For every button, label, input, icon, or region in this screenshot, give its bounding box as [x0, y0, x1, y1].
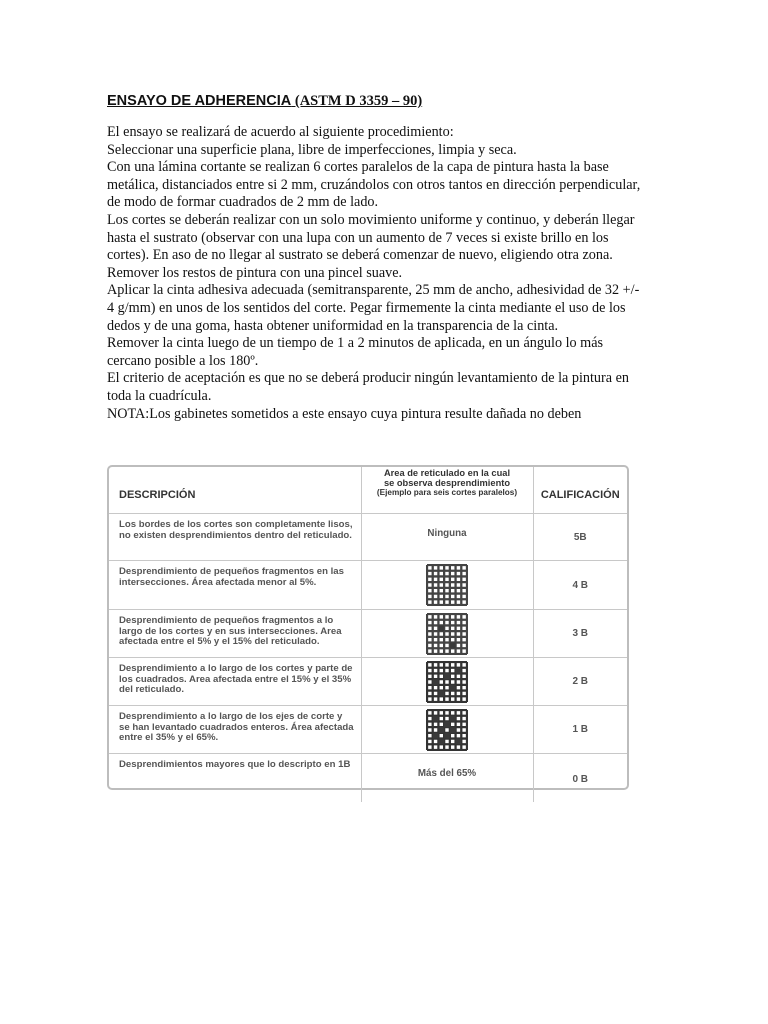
- row-rating: 1 B: [533, 706, 627, 754]
- header-area: [361, 467, 533, 514]
- row-rating: 2 B: [533, 658, 627, 706]
- header-area-line1: Area de reticulado en la cual: [383, 468, 511, 478]
- row-description: Desprendimiento de pequeños fragmentos a lo largo de los cortes y en sus intersecciones. Area afectada entre el 5% y el 15% del reticulado.: [109, 610, 361, 658]
- row-rating: 5B: [533, 514, 627, 561]
- paragraph-criterion: El criterio de aceptación es que no se deberá producir ningún levantamiento de la pintura en toda la cuadrícula.: [107, 370, 629, 404]
- paragraph-cuts: Con una lámina cortante se realizan 6 cortes paralelos de la capa de pintura hasta la base metálica, distanciados entre si 2 mm, cruzándolos con otros tantos en dirección perpendicular, de modo de formar cuadrados de 2 mm de lado.: [107, 159, 641, 211]
- document-body: [107, 92, 647, 423]
- header-area-line3: (Ejemplo para seis cortes paralelos): [376, 488, 518, 498]
- row-area-grid: [361, 706, 533, 754]
- row-description: Desprendimientos mayores que lo descripto en 1B: [109, 754, 361, 802]
- row-area-text: Ninguna: [361, 514, 533, 561]
- header-rating: CALIFICACIÓN: [533, 467, 627, 514]
- table-row: [109, 706, 627, 754]
- row-area-grid: [361, 610, 533, 658]
- crosshatch-grid-icon: [426, 564, 468, 606]
- row-area-grid: [361, 658, 533, 706]
- table-row: [109, 561, 627, 610]
- paragraph-remove-tape: Remover la cinta luego de un tiempo de 1 a 2 minutos de aplicada, en un ángulo lo más cercano posible a los 180º.: [107, 335, 604, 369]
- paragraph-intro: El ensayo se realizará de acuerdo al siguiente procedimiento:: [107, 124, 454, 140]
- classification-table: [107, 465, 629, 790]
- paragraph-tape: Aplicar la cinta adhesiva adecuada (semitransparente, 25 mm de ancho, adhesividad de 32 +/- 4 g/mm) en unos de los sentidos del corte. Pegar firmemente la cinta mediante el uso de los dedos y de una goma, hasta obtener uniformidad en la transparencia de la cinta.: [107, 282, 640, 334]
- paragraph-note: NOTA:Los gabinetes sometidos a este ensayo cuya pintura resulte dañada no deben: [107, 405, 582, 422]
- table-row: [109, 754, 627, 802]
- row-rating: 3 B: [533, 610, 627, 658]
- table-row: [109, 514, 627, 561]
- header-area-line2: se observa desprendimiento: [383, 477, 511, 488]
- row-area-grid: [361, 561, 533, 610]
- row-rating: 4 B: [533, 561, 627, 610]
- table-header-row: [109, 467, 627, 514]
- crosshatch-grid-icon: [426, 709, 468, 751]
- document-title: [107, 92, 647, 110]
- paragraph-surface: Seleccionar una superficie plana, libre de imperfecciones, limpia y seca.: [107, 141, 517, 158]
- row-description: Desprendimiento de pequeños fragmentos en las intersecciones. Área afectada menor al 5%.: [109, 561, 361, 610]
- crosshatch-grid-icon: [426, 613, 468, 655]
- row-description: Desprendimiento a lo largo de los ejes de corte y se han levantado cuadrados enteros. Área afectada entre el 35% y el 65%.: [109, 706, 361, 754]
- row-rating: 0 B: [533, 754, 627, 802]
- table-row: [109, 658, 627, 706]
- row-area-text: Más del 65%: [361, 754, 533, 802]
- row-description: Desprendimiento a lo largo de los cortes y parte de los cuadrados. Area afectada entre el 15% y el 35% del reticulado.: [109, 658, 361, 706]
- paragraph-cut-method: Los cortes se deberán realizar con un solo movimiento uniforme y continuo, y deberán llegar hasta el sustrato (observar con una lupa con un aumento de 7 veces si existe brillo en los cortes). En aso de no llegar al sustrato se deberá comenzar de nuevo, eligiendo otra zona. Remover los restos de pintura con una pincel suave.: [107, 211, 635, 281]
- row-description: Los bordes de los cortes son completamente lisos, no existen desprendimientos dentro del reticulado.: [109, 514, 361, 561]
- crosshatch-grid-icon: [426, 661, 468, 703]
- title-main: ENSAYO DE ADHERENCIA: [107, 93, 292, 109]
- table-row: [109, 610, 627, 658]
- title-standard: (ASTM D 3359 – 90): [291, 93, 423, 109]
- header-description: DESCRIPCIÓN: [109, 467, 361, 514]
